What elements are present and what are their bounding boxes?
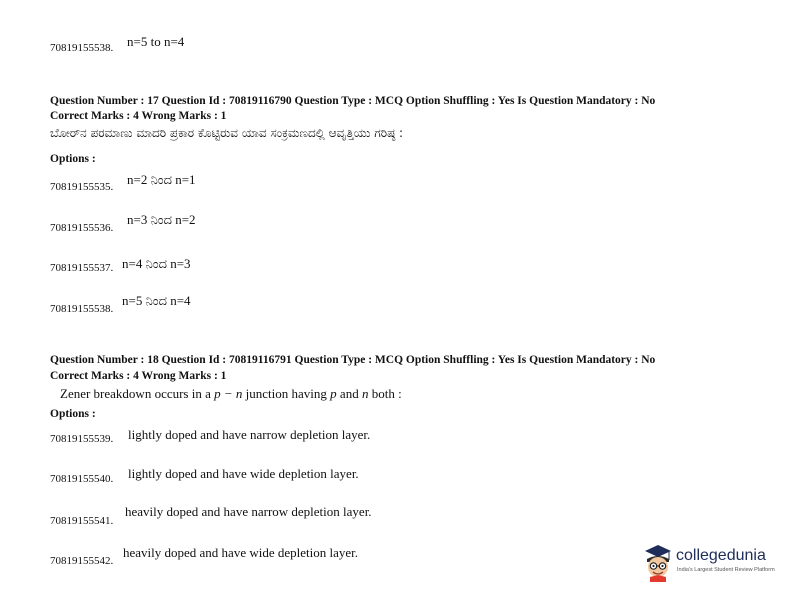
option-id: 70819155537. — [50, 262, 114, 274]
option-text: n=5 to n=4 — [127, 34, 185, 49]
question-header: Question Number : 18 Question Id : 70819116791 Question Type : MCQ Option Shuffling : Yes Is Question Mandatory : No — [50, 354, 656, 366]
option-text: heavily doped and have wide depletion layer. — [123, 545, 359, 560]
options-label: Options : — [50, 408, 96, 420]
question-header: Question Number : 17 Question Id : 70819116790 Question Type : MCQ Option Shuffling : Yes Is Question Mandatory : No — [50, 95, 656, 107]
option-text: lightly doped and have narrow depletion layer. — [128, 427, 371, 442]
option-id: 70819155536. — [50, 222, 114, 234]
question-text: Zener breakdown occurs in a p − n junction having p and n both : — [60, 386, 402, 401]
option-id: 70819155540. — [50, 473, 114, 485]
option-text: n=3 ನಿಂದ n=2 — [127, 212, 196, 227]
option-id: 70819155538. — [50, 42, 114, 54]
option-id: 70819155535. — [50, 181, 114, 193]
marks-line: Correct Marks : 4 Wrong Marks : 1 — [50, 370, 227, 382]
logo-name: collegedunia — [676, 547, 766, 564]
mascot-icon — [640, 542, 676, 582]
logo-tagline: India's Largest Student Review Platform — [677, 567, 775, 573]
options-label: Options : — [50, 153, 96, 165]
option-id: 70819155542. — [50, 555, 114, 567]
collegedunia-logo — [640, 542, 780, 582]
option-text: lightly doped and have wide depletion layer. — [128, 466, 359, 481]
option-text: heavily doped and have narrow depletion layer. — [125, 504, 372, 519]
marks-line: Correct Marks : 4 Wrong Marks : 1 — [50, 110, 227, 122]
option-text: n=5 ನಿಂದ n=4 — [122, 293, 191, 308]
question-text: ಬೋರ್‌ನ ಪರಮಾಣು ಮಾದರಿ ಪ್ರಕಾರ ಕೊಟ್ಟಿರುವ ಯಾವ ಸಂಕ್ರಮಣದಲ್ಲಿ ಆವೃತ್ತಿಯು ಗರಿಷ್ಠ : — [50, 126, 404, 140]
option-text: n=4 ನಿಂದ n=3 — [122, 256, 191, 271]
option-id: 70819155541. — [50, 515, 114, 527]
option-id: 70819155539. — [50, 433, 114, 445]
option-text: n=2 ನಿಂದ n=1 — [127, 172, 196, 187]
option-id: 70819155538. — [50, 303, 114, 315]
